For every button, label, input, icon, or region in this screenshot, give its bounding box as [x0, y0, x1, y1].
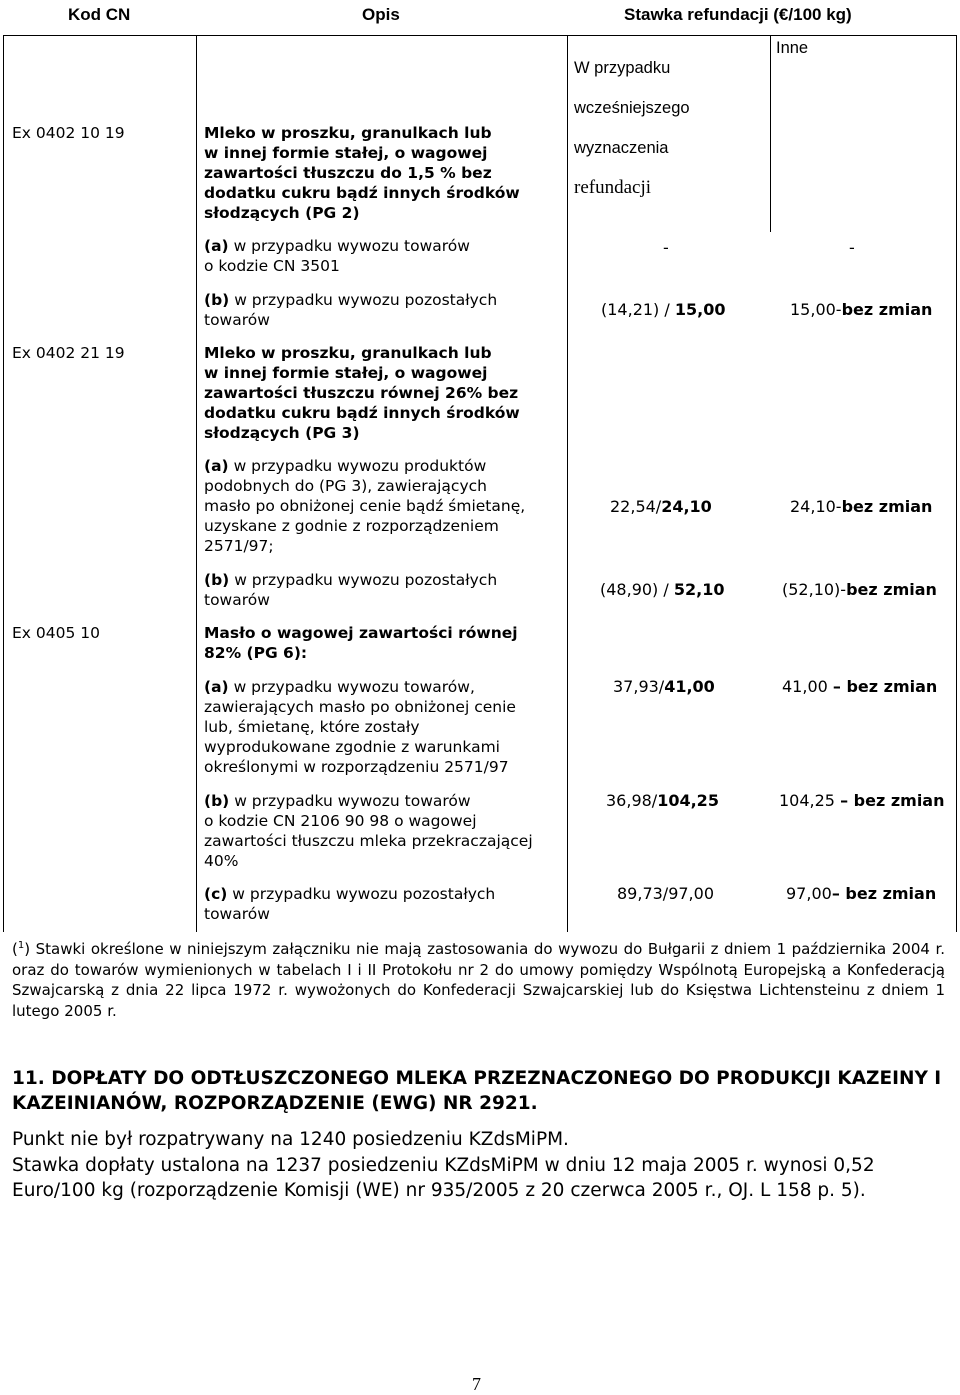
row2-a-previous — [610, 497, 712, 517]
row3-sub-a — [204, 677, 516, 777]
row3-sub-b-text: w przypadku wywozu towarów o kodzie CN 2106 90 98 o wagowej zawartości tłuszczu mleka przekraczającej 40% — [204, 792, 533, 870]
row3-sub-c-label: (c) — [204, 885, 228, 903]
row3-a-other — [782, 677, 937, 697]
table-divider-cn — [196, 36, 197, 932]
row2-sub-b-text: w przypadku wywozu pozostałych towarów — [204, 571, 498, 609]
row3-c-previous: 89,73/97,00 — [617, 884, 714, 903]
row3-a-previous-new: 41,00 — [664, 677, 715, 696]
footnote-text: Stawki określone w niniejszym załączniku nie mają zastosowania do wywozu do Bułgarii z dniem 1 października 2004 r. oraz do towarów wymienionych w tabelach I i II Protokołu nr 2 do umowy pomiędzy Wspólnotą Europejską a Konfederacją Szwajcarską z dnia 22 lipca 1972 r. wywożonych do Konfederacji Szwajcarskiej lub do Księstwa Lichtensteinu z dniem 1 lutego 2005 r. — [12, 940, 945, 1020]
row1-b-previous-new: 15,00 — [674, 300, 726, 319]
header-refund-rate: Stawka refundacji (€/100 kg) — [624, 5, 852, 24]
page-number: 7 — [472, 1374, 481, 1394]
row2-b-previous-value: (48,90) / — [600, 580, 674, 599]
row2-b-other-value: (52,10)- — [782, 580, 847, 599]
row2-b-previous — [600, 580, 724, 600]
row1-b-previous-value: (14,21) / — [601, 300, 675, 319]
header-previous-line3: wyznaczenia — [574, 139, 669, 157]
row3-sub-c — [204, 884, 495, 924]
row2-sub-a-label: (a) — [204, 457, 229, 475]
row2-description: Mleko w proszku, granulkach lub w innej formie stałej, o wagowej zawartości tłuszczu równej 26% bez dodatku cukru bądź innych środków słodzących (PG 3) — [204, 344, 520, 442]
section-title: 11. DOPŁATY DO ODTŁUSZCZONEGO MLEKA PRZEZNACZONEGO DO PRODUKCJI KAZEINY I KAZEINIANÓW, ROZPORZĄDZENIE (EWG) NR 2921. — [12, 1068, 942, 1114]
header-cn: Kod CN — [68, 5, 131, 24]
row3-sub-c-text: w przypadku wywozu pozostałych towarów — [204, 885, 496, 923]
row1-a-previous: - — [663, 238, 669, 257]
table-right-border — [956, 36, 957, 932]
table-divider-desc — [567, 36, 568, 932]
row1-cn-code: Ex 0402 10 19 — [12, 124, 125, 142]
row1-b-other — [790, 300, 932, 320]
row2-a-previous-new: 24,10 — [661, 497, 712, 516]
row1-sub-a — [204, 236, 470, 276]
row3-a-previous-value: 37,93/ — [613, 677, 665, 696]
row3-sub-a-text: w przypadku wywozu towarów, zawierających masło po obniżonej cenie lub, śmietanę, które zostały wyprodukowane zgodnie z warunkami określonymi w rozporządzeniu 2571/97 — [204, 678, 516, 776]
row1-b-other-value: 15,00- — [790, 300, 842, 319]
row2-sub-a — [204, 456, 525, 556]
section-paragraph-1: Punkt nie był rozpatrywany na 1240 posiedzeniu KZdsMiPM. — [12, 1129, 569, 1150]
header-previous-line4: refundacji — [574, 177, 652, 198]
row2-a-other — [790, 497, 932, 517]
row1-sub-b-label: (b) — [204, 291, 230, 309]
table-top-border — [3, 35, 957, 36]
row1-b-other-note: bez zmian — [841, 300, 933, 319]
footnote-open-paren: ( — [12, 940, 18, 958]
row3-a-previous — [613, 677, 715, 697]
row2-a-other-note: bez zmian — [841, 497, 933, 516]
table-divider-rate — [770, 36, 771, 232]
row2-cn-code: Ex 0402 21 19 — [12, 344, 125, 362]
row3-sub-b-label: (b) — [204, 792, 230, 810]
row3-c-other-value: 97,00 — [786, 884, 832, 903]
row3-c-other — [786, 884, 936, 904]
row3-a-other-note: – bez zmian — [832, 677, 938, 696]
row3-b-other-note: – bez zmian — [840, 791, 945, 810]
row1-sub-a-label: (a) — [204, 237, 229, 255]
row3-sub-b — [204, 791, 533, 871]
row3-b-previous — [606, 791, 719, 811]
section-paragraph-2: Stawka dopłaty ustalona na 1237 posiedzeniu KZdsMiPM w dniu 12 maja 2005 r. wynosi 0,52 Euro/100 kg (rozporządzenie Komisji (WE) nr 935/2005 z 20 czerwca 2005 r., OJ. L 158 p. 5). — [12, 1155, 875, 1201]
row3-b-other-value: 104,25 — [779, 791, 841, 810]
footnote-marker: 1 — [17, 940, 25, 951]
row3-b-previous-new: 104,25 — [657, 791, 719, 810]
header-other: Inne — [776, 39, 809, 57]
row3-sub-a-label: (a) — [204, 678, 229, 696]
row1-sub-b-text: w przypadku wywozu pozostałych towarów — [204, 291, 498, 329]
footnote — [12, 936, 945, 1021]
row1-sub-b — [204, 290, 497, 330]
row1-sub-a-text: w przypadku wywozu towarów o kodzie CN 3501 — [204, 237, 470, 275]
row2-a-other-value: 24,10- — [790, 497, 842, 516]
footnote-close-paren: ) — [24, 940, 31, 958]
header-previous-refund — [574, 38, 690, 218]
row3-cn-code: Ex 0405 10 — [12, 624, 100, 642]
row1-b-previous — [601, 300, 725, 320]
row3-a-other-value: 41,00 — [782, 677, 833, 696]
row3-b-previous-value: 36,98/ — [606, 791, 658, 810]
header-previous-line1: W przypadku — [574, 59, 671, 77]
row3-description: Masło o wagowej zawartości równej 82% (PG 6): — [204, 624, 518, 662]
row2-sub-b — [204, 570, 497, 610]
row1-description: Mleko w proszku, granulkach lub w innej formie stałej, o wagowej zawartości tłuszczu do 1,5 % bez dodatku cukru bądź innych środków słodzących (PG 2) — [204, 124, 520, 222]
row2-sub-a-text: w przypadku wywozu produktów podobnych do (PG 3), zawierających masło po obniżonej cenie bądź śmietanę, uzyskane z godnie z rozporządzeniem 2571/97; — [204, 457, 526, 555]
header-previous-line2: wcześniejszego — [574, 99, 690, 117]
row1-a-other: - — [849, 238, 855, 257]
row2-b-other-note: bez zmian — [846, 580, 937, 599]
row2-sub-b-label: (b) — [204, 571, 230, 589]
row3-b-other — [779, 791, 945, 811]
row2-a-previous-value: 22,54/ — [610, 497, 662, 516]
row2-b-previous-new: 52,10 — [673, 580, 725, 599]
row2-b-other — [782, 580, 937, 600]
table-left-border — [3, 36, 4, 932]
header-description: Opis — [362, 5, 400, 24]
row3-c-other-note: – bez zmian — [831, 884, 937, 903]
